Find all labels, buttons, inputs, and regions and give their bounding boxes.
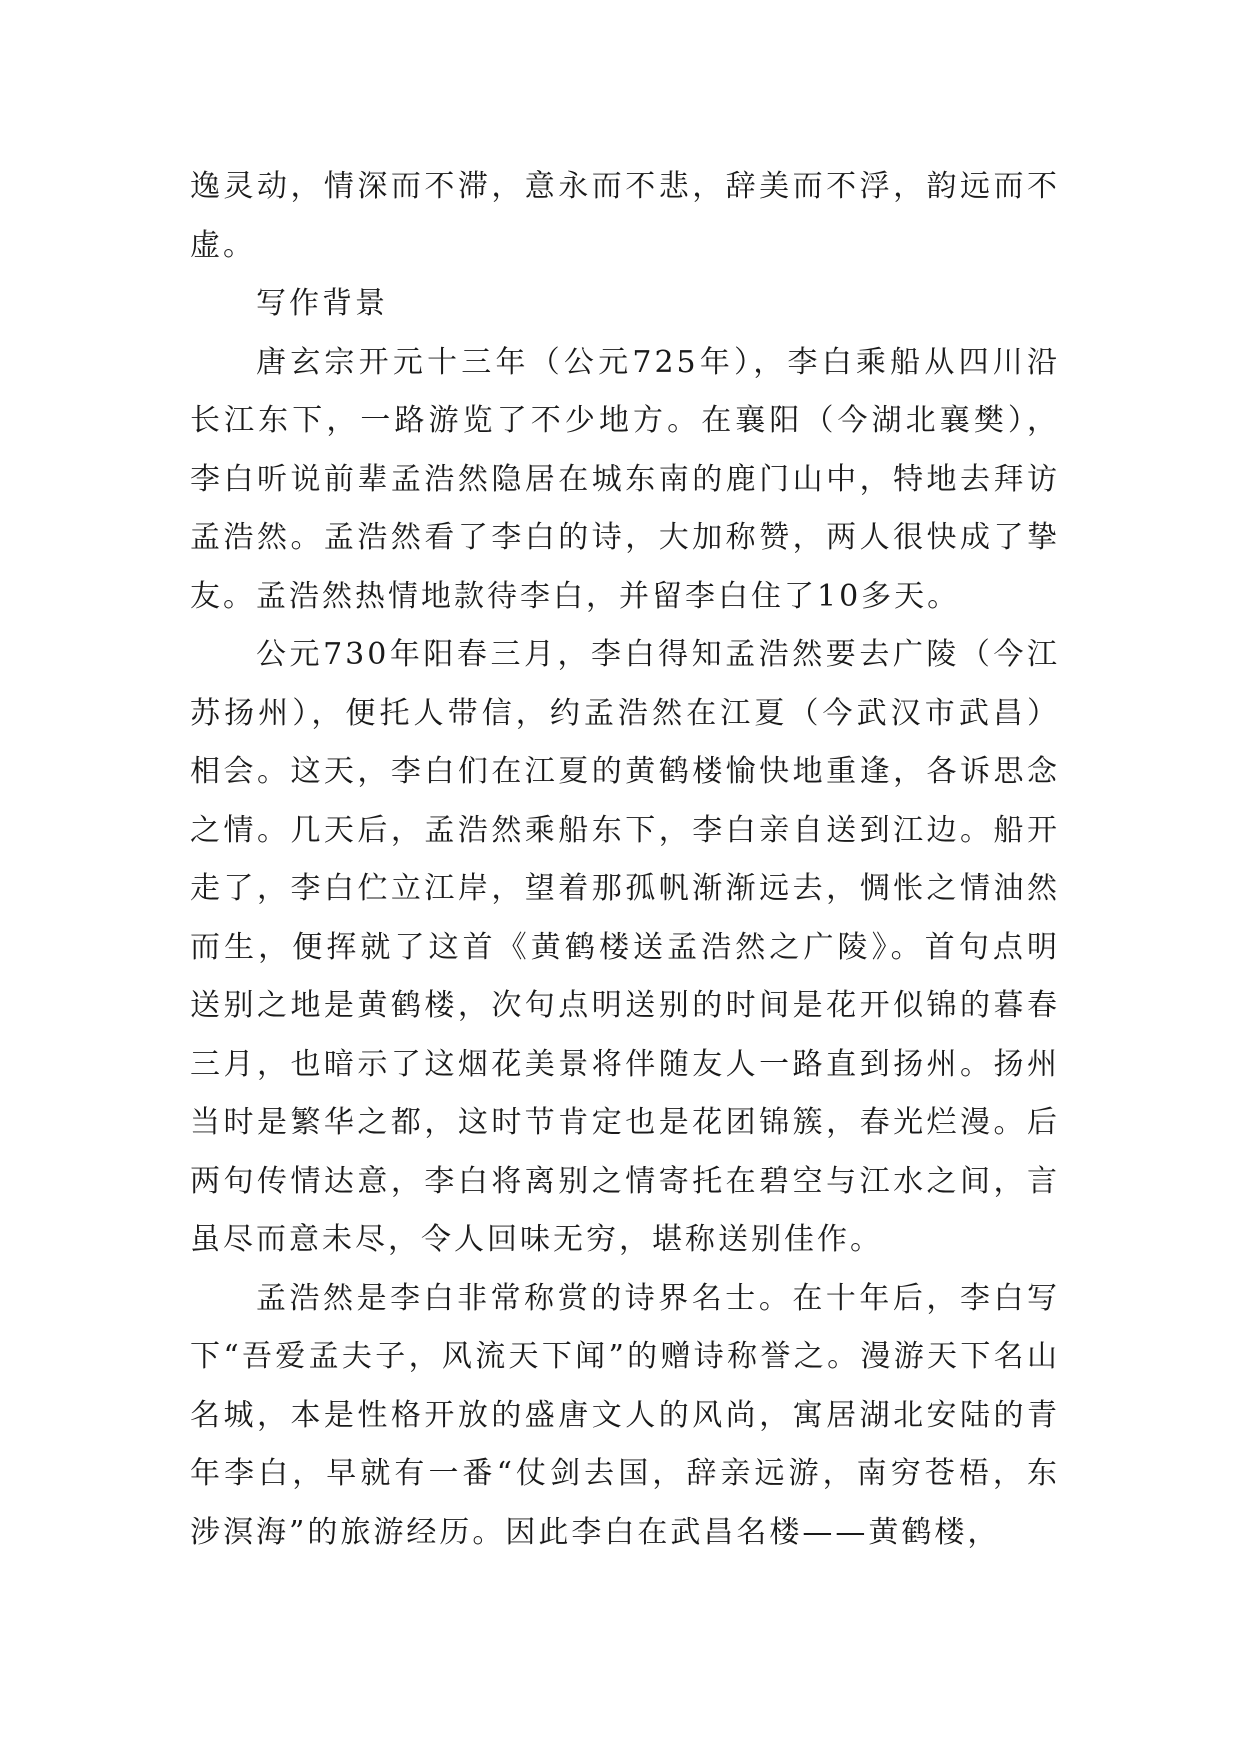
document-body [190, 158, 1060, 1562]
paragraph-1: 唐玄宗开元十三年（公元725年），李白乘船从四川沿长江东下，一路游览了不少地方。在襄阳（今湖北襄樊），李白听说前辈孟浩然隐居在城东南的鹿门山中，特地去拜访孟浩然。孟浩然看了李白的诗，大加称赞，两人很快成了挚友。孟浩然热情地款待李白，并留李白住了10多天。 [190, 344, 1060, 614]
paragraph-2: 公元730年阳春三月，李白得知孟浩然要去广陵（今江苏扬州），便托人带信，约孟浩然在江夏（今武汉市武昌）相会。这天，李白们在江夏的黄鹤楼愉快地重逢，各诉思念之情。几天后，孟浩然乘船东下，李白亲自送到江边。船开走了，李白伫立江岸，望着那孤帆渐渐远去，惆怅之情油然而生，便挥就了这首《黄鹤楼送孟浩然之广陵》。首句点明送别之地是黄鹤楼，次句点明送别的时间是花开似锦的暮春三月，也暗示了这烟花美景将伴随友人一路直到扬州。扬州当时是繁华之都，这时节肯定也是花团锦簇，春光烂漫。后两句传情达意，李白将离别之情寄托在碧空与江水之间，言虽尽而意未尽，令人回味无穷，堪称送别佳作。 [190, 637, 1060, 1257]
continuation-paragraph: 逸灵动，情深而不滞，意永而不悲，辞美而不浮，韵远而不虚。 [190, 169, 1060, 263]
paragraph-3: 孟浩然是李白非常称赏的诗界名士。在十年后，李白写下“吾爱孟夫子，风流天下闻”的赠诗称誉之。漫游天下名山名城，本是性格开放的盛唐文人的风尚，寓居湖北安陆的青年李白，早就有一番“仗剑去国，辞亲远游，南穷苍梧，东涉溟海”的旅游经历。因此李白在武昌名楼——黄鹤楼， [190, 1280, 1060, 1550]
section-heading: 写作背景 [256, 286, 388, 321]
